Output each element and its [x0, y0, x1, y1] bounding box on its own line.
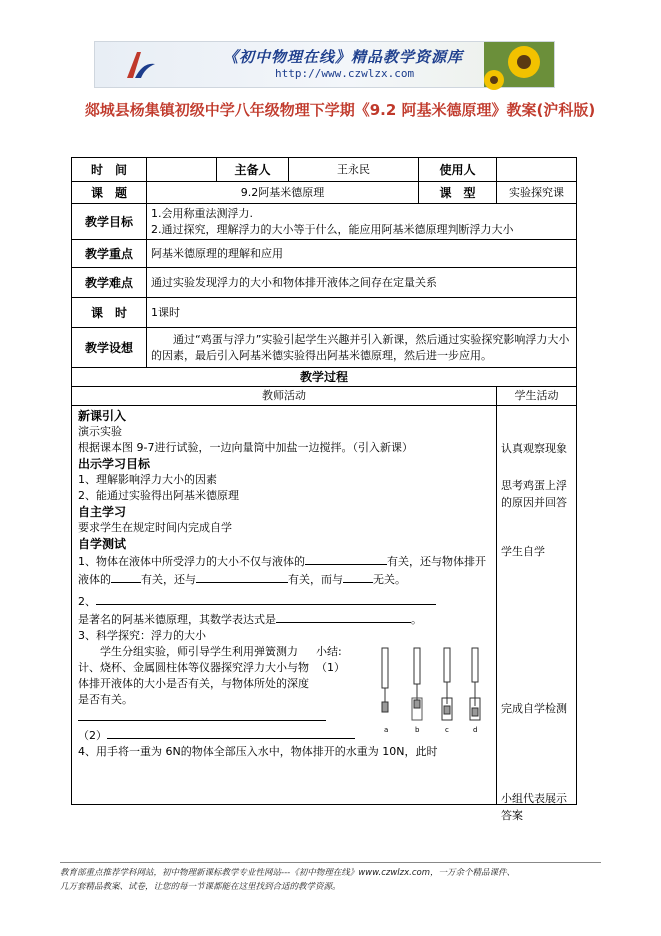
teacher-activity-cell — [72, 406, 497, 805]
process-title: 教学过程 — [72, 368, 577, 387]
key-points-value: 阿基米德原理的理解和应用 — [147, 240, 577, 268]
summary-line: （1） — [78, 660, 490, 726]
footer-line: 教育部重点推荐学科网站，初中物理新课标教学专业性网站---《初中物理在线》www.czwlzx.com，一万余个精品课件、 — [60, 868, 516, 878]
teacher-activity-header: 教师活动 — [72, 387, 497, 406]
student-activity-item: 小组代表展示答案 — [501, 792, 567, 822]
student-activity-cell — [497, 406, 577, 822]
spring-scale-setup — [382, 648, 480, 720]
hours-value: 1课时 — [147, 298, 577, 328]
lesson-plan-table — [71, 157, 577, 822]
figure-label: c — [445, 726, 449, 734]
header-banner — [94, 41, 555, 88]
answer-blank[interactable] — [276, 610, 411, 623]
user-label: 使用人 — [419, 158, 497, 182]
logo-icon — [123, 48, 157, 82]
banner-title: 《初中物理在线》精品教学资源库 — [223, 48, 464, 66]
section-heading: 自主学习 — [78, 505, 127, 519]
figure-label: a — [384, 726, 389, 734]
topic-value: 9.2阿基米德原理 — [147, 182, 419, 204]
page-footer — [60, 862, 601, 894]
preparer-value: 王永民 — [289, 158, 419, 182]
goal-line: 2.通过探究，理解浮力的大小等于什么，能应用阿基米德原理判断浮力大小 — [151, 222, 514, 236]
section-heading: 新课引入 — [78, 409, 127, 423]
user-value — [497, 158, 577, 182]
time-value — [147, 158, 217, 182]
student-activity-header: 学生活动 — [497, 387, 577, 406]
section-heading: 出示学习目标 — [78, 457, 151, 471]
student-activity-item: 思考鸡蛋上浮的原因并回答 — [501, 479, 567, 509]
answer-blank[interactable] — [305, 552, 387, 565]
footer-line: 几万套精品教案、试卷，让您的每一节课都能在这里找到合适的教学资源。 — [60, 882, 341, 892]
answer-blank[interactable] — [96, 592, 436, 605]
demo-label: 演示实验 — [78, 425, 122, 438]
answer-blank[interactable] — [196, 570, 288, 583]
difficulty-value: 通过实验发现浮力的大小和物体排开液体之间存在定量关系 — [147, 268, 577, 298]
goals-label: 教学目标 — [72, 204, 147, 240]
figure-label: d — [473, 726, 478, 734]
goal-item: 2、能通过实验得出阿基米德原理 — [78, 489, 239, 502]
design-label: 教学设想 — [72, 328, 147, 368]
student-activity-item: 完成自学检测 — [501, 702, 567, 715]
topic-label: 课 题 — [72, 182, 147, 204]
goal-line: 1.会用称重法测浮力. — [151, 206, 253, 220]
demo-text: 根据课本图 9-7进行试验，一边向量筒中加盐一边搅拌。（引入新课） — [78, 441, 413, 454]
question-1: 1、物体在液体中所受浮力的大小不仅与液体的 有关，还与物体排开液体的 有关，还与 有关，而与 无关。 — [78, 552, 490, 588]
experiment-text: 学生分组实验，师引导学生利用弹簧测力计、烧杯、金属圆柱体等仪器探究浮力大小与物体排开液体的大小是否有关，与物体所处的深度是否有关。 — [78, 645, 309, 706]
time-label: 时 间 — [72, 158, 147, 182]
document-title: 郯城县杨集镇初级中学八年级物理下学期《9.2 阿基米德原理》教案(沪科版) — [84, 101, 596, 119]
student-activity-item: 学生自学 — [501, 545, 545, 558]
answer-blank[interactable] — [107, 726, 355, 739]
question-3: 3、科学探究：浮力的大小 学生分组实验，师引导学生利用弹簧测力计、烧杯、金属圆柱体等仪器探究浮力大小与物体排开液体的大小是否有关，与物体所处的深度是否有关。 a b c d — [78, 628, 490, 644]
figure-label: b — [415, 726, 420, 734]
sunflower-icon — [484, 42, 554, 87]
type-value: 实验探究课 — [497, 182, 577, 204]
summary-line: （2） — [78, 726, 490, 744]
type-label: 课 型 — [419, 182, 497, 204]
question-4: 4、用手将一重为 6N的物体全部压入水中，物体排开的水重为 10N，此时 — [78, 745, 438, 758]
question-2: 2、 是著名的阿基米德原理，其数学表达式是 。 — [78, 592, 490, 628]
student-activity-item: 认真观察现象 — [501, 442, 567, 455]
design-value: 通过“鸡蛋与浮力”实验引起学生兴趣并引入新课，然后通过实验探究影响浮力大小的因素，最后引入阿基米德实验得出阿基米德原理，然后进一步应用。 — [147, 328, 577, 368]
answer-blank[interactable] — [343, 570, 373, 583]
goals-cell — [147, 204, 577, 240]
answer-blank[interactable] — [111, 570, 141, 583]
self-study-text: 要求学生在规定时间内完成自学 — [78, 521, 232, 534]
hours-label: 课 时 — [72, 298, 147, 328]
key-points-label: 教学重点 — [72, 240, 147, 268]
experiment-figure — [372, 646, 490, 736]
preparer-label: 主备人 — [217, 158, 289, 182]
goal-item: 1、理解影响浮力大小的因素 — [78, 473, 217, 486]
section-heading: 自学测试 — [78, 537, 127, 551]
answer-blank[interactable] — [78, 708, 326, 721]
difficulty-label: 教学难点 — [72, 268, 147, 298]
banner-url[interactable]: http://www.czwlzx.com — [275, 67, 415, 80]
summary-label: 小结: — [316, 645, 342, 658]
